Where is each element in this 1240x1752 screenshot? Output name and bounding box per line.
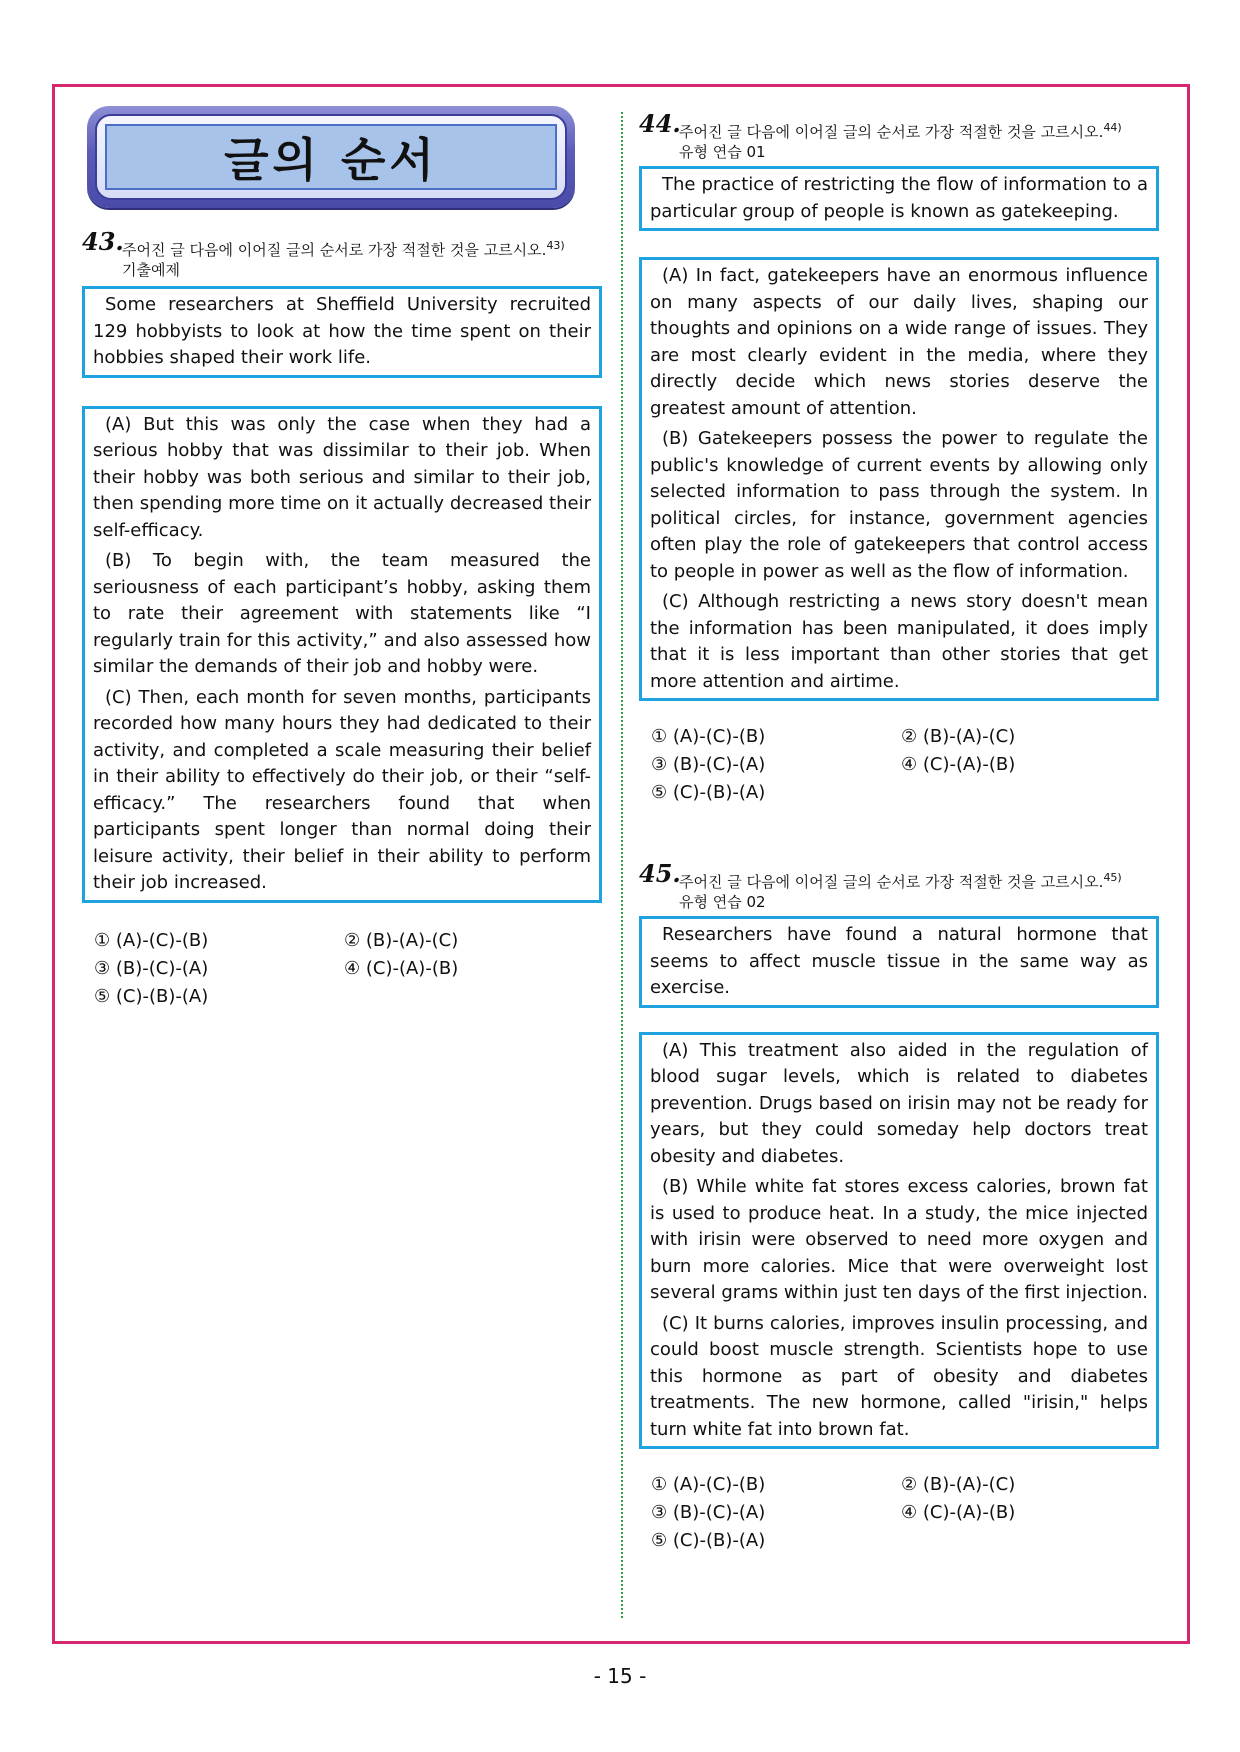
question-43 <box>82 227 602 1010</box>
given-passage: Some researchers at Sheffield University recruited 129 hobbyists to look at how the time spent on their hobbies shaped their work life. <box>93 294 591 368</box>
paragraph-b: (B) While white fat stores excess calories, brown fat is used to produce heat. In a study, the mice injected with irisin were observed to need more oxygen and burn more calories. Mice that were overweight lost several grams within just ten days of the first injection. <box>650 1176 1148 1303</box>
question-instruction: 주어진 글 다음에 이어질 글의 순서로 가장 적절한 것을 고르시오. <box>122 241 547 259</box>
question-number: 43. <box>82 227 124 256</box>
question-number: 45. <box>639 859 681 888</box>
option-2[interactable]: ② (B)-(A)-(C) <box>901 1474 1016 1495</box>
paragraph-a: (A) But this was only the case when they had a serious hobby that was dissimilar to their job. When their hobby was both serious and similar to their job, then spending more time on it actually decreased their self-efficacy. <box>93 413 591 541</box>
footnote-ref: 43) <box>546 239 565 252</box>
given-passage-box <box>639 916 1159 1008</box>
answer-options <box>639 1471 1159 1554</box>
paragraph-b: (B) To begin with, the team measured the seriousness of each participant’s hobby, asking them to rate their agreement with statements like “I regularly train for this activity,” and also assessed how similar the demands of their job and hobby were. <box>93 550 591 677</box>
column-divider <box>621 112 623 1618</box>
paragraph-b: (B) Gatekeepers possess the power to regulate the public's knowledge of current events by allowing only selected information to pass through the system. In political circles, for instance, government agencies often play the role of gatekeepers that control access to people in power as well as the flow of information. <box>650 428 1148 582</box>
option-3[interactable]: ③ (B)-(C)-(A) <box>94 957 209 979</box>
section-title-banner <box>87 106 575 208</box>
paragraph-c: (C) Although restricting a news story doesn't mean the information has been manipulated, it does imply that it is less important than other stories that get more attention and airtime. <box>650 591 1148 692</box>
right-column <box>639 109 1159 1554</box>
option-3[interactable]: ③ (B)-(C)-(A) <box>651 754 766 775</box>
question-45 <box>639 859 1159 1554</box>
option-5[interactable]: ⑤ (C)-(B)-(A) <box>94 985 209 1007</box>
question-header <box>82 227 602 280</box>
paragraph-c: (C) It burns calories, improves insulin processing, and could boost muscle strength. Scientists hope to use this hormone as part of obesity and diabetes treatments. The new hormone, called "irisin," helps turn white fat into brown fat. <box>650 1312 1148 1440</box>
answer-options <box>639 723 1159 806</box>
option-2[interactable]: ② (B)-(A)-(C) <box>344 929 459 951</box>
question-44 <box>639 109 1159 806</box>
paragraphs-box <box>639 1032 1159 1450</box>
paragraph-a: (A) In fact, gatekeepers have an enormous influence on many aspects of our daily lives, shaping our thoughts and opinions on a wide range of issues. They are most clearly evident in the media, where they directly decide which news stories deserve the greatest amount of attention. <box>650 265 1148 419</box>
option-4[interactable]: ④ (C)-(A)-(B) <box>901 1502 1016 1523</box>
answer-options <box>82 927 602 1010</box>
option-4[interactable]: ④ (C)-(A)-(B) <box>344 957 459 979</box>
question-instruction: 주어진 글 다음에 이어질 글의 순서로 가장 적절한 것을 고르시오. <box>679 873 1104 891</box>
option-1[interactable]: ① (A)-(C)-(B) <box>94 929 209 951</box>
option-4[interactable]: ④ (C)-(A)-(B) <box>901 754 1016 775</box>
footnote-ref: 44) <box>1103 121 1122 134</box>
question-header <box>639 859 1159 912</box>
given-passage: Researchers have found a natural hormone that seems to affect muscle tissue in the same way as exercise. <box>650 924 1148 998</box>
left-column <box>82 106 602 1010</box>
question-number: 44. <box>639 109 681 138</box>
given-passage: The practice of restricting the flow of information to a particular group of people is known as gatekeeping. <box>650 174 1148 222</box>
option-2[interactable]: ② (B)-(A)-(C) <box>901 726 1016 747</box>
option-1[interactable]: ① (A)-(C)-(B) <box>651 1474 766 1495</box>
given-passage-box <box>82 286 602 378</box>
option-5[interactable]: ⑤ (C)-(B)-(A) <box>651 782 766 803</box>
paragraph-c: (C) Then, each month for seven months, participants recorded how many hours they had dedicated to their activity, and completed a scale measuring their belief in their ability to effectively do their job, or their “self-efficacy.” The researchers found that when participants spent longer than normal doing their leisure activity, their belief in their ability to perform their job increased. <box>93 686 591 893</box>
given-passage-box <box>639 166 1159 231</box>
question-subtitle: 기출예제 <box>122 261 180 279</box>
question-subtitle: 유형 연습 02 <box>679 893 766 911</box>
question-subtitle: 유형 연습 01 <box>679 143 766 161</box>
question-instruction: 주어진 글 다음에 이어질 글의 순서로 가장 적절한 것을 고르시오. <box>679 123 1104 141</box>
paragraphs-box <box>639 257 1159 701</box>
footnote-ref: 45) <box>1103 871 1122 884</box>
paragraphs-box <box>82 406 602 903</box>
option-5[interactable]: ⑤ (C)-(B)-(A) <box>651 1530 766 1551</box>
page-number: - 15 - <box>593 1664 647 1688</box>
option-1[interactable]: ① (A)-(C)-(B) <box>651 726 766 747</box>
section-title: 글의 순서 <box>105 124 557 190</box>
option-3[interactable]: ③ (B)-(C)-(A) <box>651 1502 766 1523</box>
paragraph-a: (A) This treatment also aided in the regulation of blood sugar levels, which is related to diabetes prevention. Drugs based on irisin may not be ready for years, but they could someday help doctors treat obesity and diabetes. <box>650 1039 1148 1167</box>
question-header <box>639 109 1159 162</box>
